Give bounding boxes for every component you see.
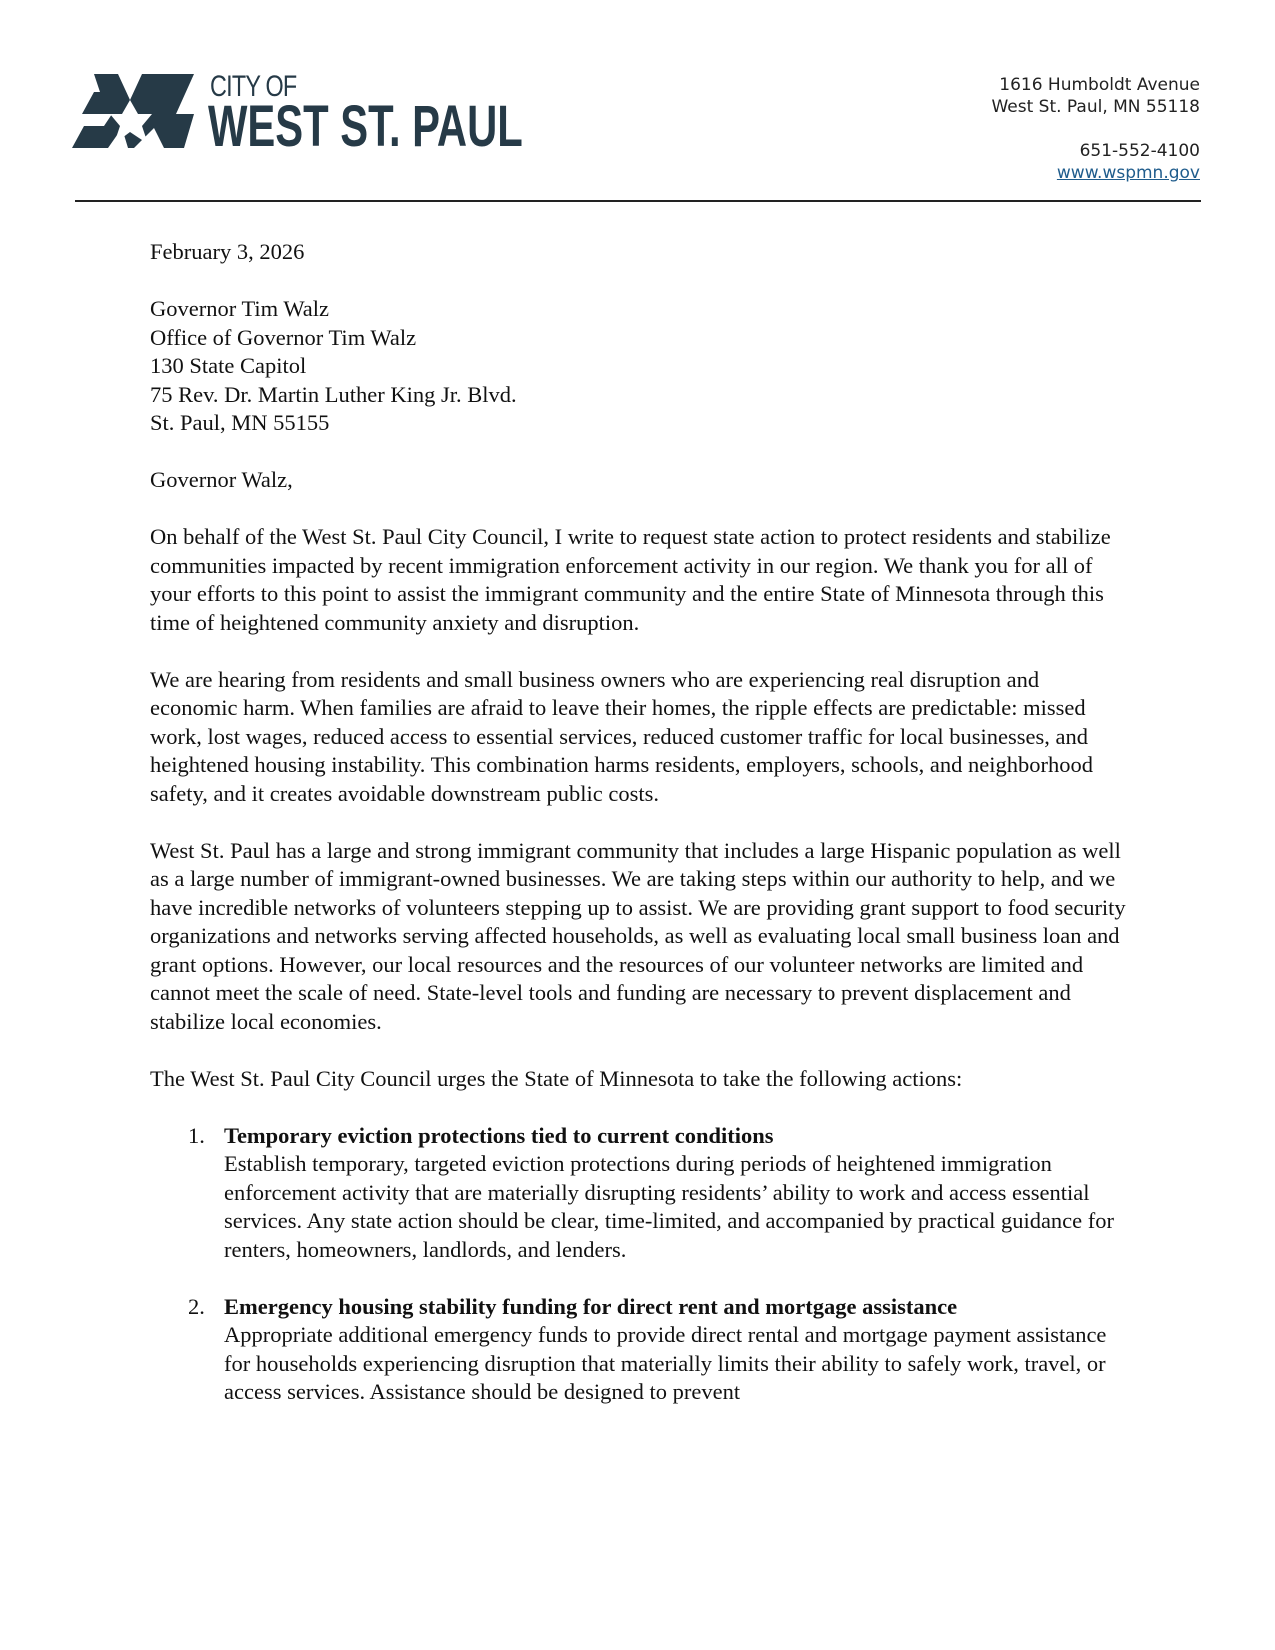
- logo-city-of-text: CITY OF: [210, 70, 297, 103]
- paragraph: On behalf of the West St. Paul City Council, I write to request state action to protect residents and stabilize communities impacted by recent immigration enforcement activity in our region. We thank you for all of your efforts to this point to assist the immigrant community and the entire State of Minnesota through this time of heightened community anxiety and disruption.: [150, 524, 1111, 635]
- letter-date: February 3, 2026: [150, 239, 305, 264]
- action-item: [150, 1122, 1130, 1265]
- recipient-line-5: St. Paul, MN 55155: [150, 410, 330, 435]
- action-text: Establish temporary, targeted eviction protections during periods of heightened immigration enforcement activity that are materially disrupting residents’ ability to work and access essential services. Any state action should be clear, time-limited, and accompanied by practical guidance for renters, homeowners, landlords, and lenders.: [224, 1151, 1115, 1262]
- recipient-line-1: Governor Tim Walz: [150, 296, 330, 321]
- contact-phone: 651-552-4100: [1079, 141, 1200, 161]
- paragraph: The West St. Paul City Council urges the State of Minnesota to take the following actions:: [150, 1065, 963, 1091]
- west-st-paul-logo-mark-icon: [72, 74, 194, 148]
- action-number: 1.: [188, 1122, 205, 1148]
- recipient-line-4: 75 Rev. Dr. Martin Luther King Jr. Blvd.: [150, 381, 517, 407]
- logo-city-name-text: WEST ST. PAUL: [208, 94, 523, 159]
- contact-city-state-zip: West St. Paul, MN 55118: [991, 97, 1200, 117]
- letterhead-divider: [75, 200, 1201, 202]
- action-text: Appropriate additional emergency funds to provide direct rental and mortgage payment assistance for households experiencing disruption that materially limits their ability to safely work, travel, or access services. Assistance should be designed to prevent: [224, 1322, 1107, 1404]
- action-heading: Emergency housing stability funding for direct rent and mortgage assistance: [224, 1293, 958, 1319]
- action-number: 2.: [188, 1293, 205, 1319]
- action-item: [150, 1293, 1130, 1407]
- recipient-line-2: Office of Governor Tim Walz: [150, 324, 417, 350]
- contact-spacer: [991, 118, 1200, 140]
- salutation: Governor Walz,: [150, 467, 293, 492]
- letterhead-contact: [991, 74, 1200, 184]
- paragraph: We are hearing from residents and small business owners who are experiencing real disruption and economic harm. When families are afraid to leave their homes, the ripple effects are predictable: missed work, lost wages, reduced access to essential services, reduced customer traffic for local businesses, and heightened housing instability. This combination harms residents, employers, schools, and neighborhood safety, and it creates avoidable downstream public costs.: [150, 666, 1093, 806]
- actions-list: [150, 1122, 1130, 1407]
- city-logo: [72, 70, 523, 159]
- contact-website-link[interactable]: www.wspmn.gov: [1056, 163, 1200, 183]
- paragraph: West St. Paul has a large and strong immigrant community that includes a large Hispanic population as well as a large number of immigrant-owned businesses. We are taking steps within our authority to help, and we have incredible networks of volunteers stepping up to assist. We are providing grant support to food security organizations and networks serving affected households, as well as evaluating local small business loan and grant options. However, our local resources and the resources of our volunteer networks are limited and cannot meet the scale of need. State-level tools and funding are necessary to prevent displacement and stabilize local economies.: [150, 837, 1126, 1034]
- recipient-line-3: 130 State Capitol: [150, 353, 307, 378]
- letter-body: [150, 238, 1130, 1435]
- action-heading: Temporary eviction protections tied to current conditions: [224, 1122, 774, 1148]
- contact-street: 1616 Humboldt Avenue: [999, 75, 1200, 95]
- recipient-address: [150, 295, 1130, 438]
